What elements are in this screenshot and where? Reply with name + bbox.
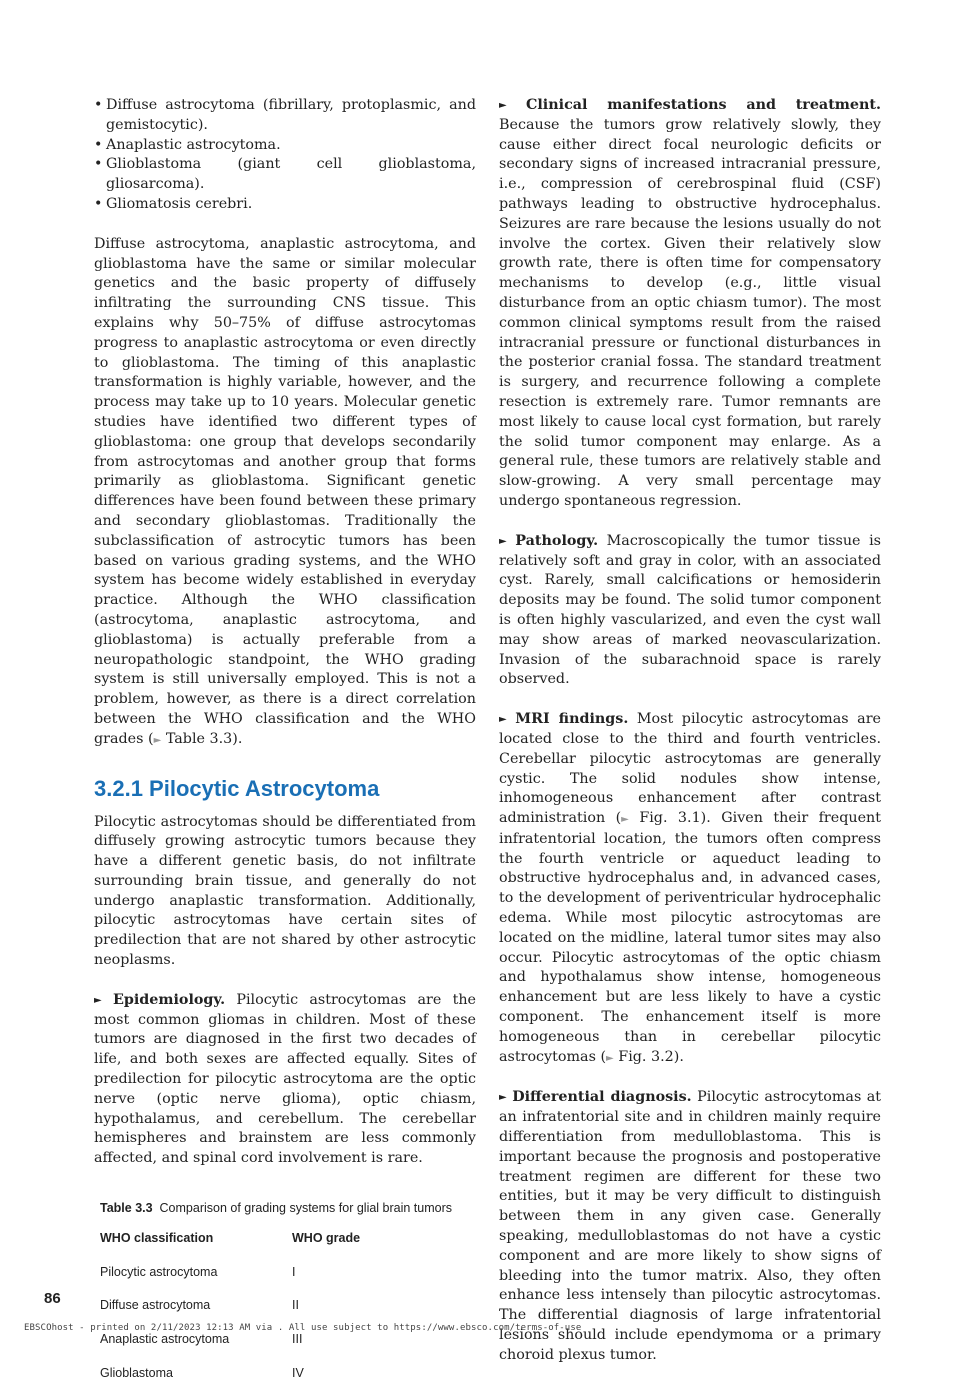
right-column [499, 96, 881, 1366]
intro-paragraph: Diffuse astrocytoma, anaplastic astrocytoma, and glioblastoma have the same or similar molecular genetics and the basic property of diffusely infiltrating the surrounding CNS tissue. This explains why 50–75% of diffuse astrocytomas progress to anaplastic astrocytoma or even directly to glioblastoma. The timing of this anaplastic transformation is highly variable, however, and the process may take up to 10 years. Molecular genetic studies have identified two different types of glioblastoma: one group that develops secondarily from astrocytomas and another group that forms primarily as glioblastoma. Significant genetic differences have been found between these primary and secondary glioblastomas. Traditionally the subclassification of astrocytic tumors has been based on various grading systems, and the WHO system has become widely established in everyday practice. Although the WHO classification (astrocytoma, anaplastic astrocytoma, and glioblastoma) is actually preferable from a neuropathologic standpoint, the WHO grading system is still universally employed. This is not a problem, however, as there is a direct correlation between the WHO classification and the WHO grades (► Table 3.3). [94, 235, 476, 747]
table-cell: Anaplastic astrocytoma [100, 1332, 230, 1347]
triangle-right-icon: ► [153, 734, 162, 746]
table-cell: Glioblastoma [100, 1366, 173, 1381]
table-cell: IV [292, 1366, 304, 1381]
triangle-right-icon: ► [499, 1092, 507, 1104]
table-cell: I [292, 1264, 296, 1279]
left-column [94, 96, 476, 1392]
triangle-right-icon: ► [94, 994, 102, 1006]
list-item: • Diffuse astrocytoma (fibrillary, protoplasmic, and gemistocytic). [94, 96, 476, 136]
table-caption: Table 3.3 Comparison of grading systems for glial brain tumors [100, 1201, 453, 1216]
triangle-right-icon: ► [499, 714, 507, 726]
figure-reference-link[interactable]: ► Fig. 3.2 [606, 1048, 674, 1065]
table-row [94, 1358, 470, 1392]
column-header: WHO classification [100, 1230, 214, 1245]
clinical-paragraph: ► Clinical manifestations and treatment. Because the tumors grow relatively slowly, they cause either direct focal neurologic deficits or secondary signs of increased intracranial pressure, i.e., compression of cerebrospinal fluid (CSF) pathways leading to obstructive hydrocephalus. Seizures are rare because the lesions usually do not involve the cortex. Given their relatively slow growth rate, there is often time for compensatory mechanisms to develop (e.g., little visual disturbance from an optic chiasm tumor). The most common clinical symptoms result from the raised intracranial pressure or functional disturbances in the posterior cranial fossa. The standard treatment is surgery, and recurrence following a complete resection is extremely rare. Tumor remnants are most likely to cause local cyst formation, but rarely the solid tumor component may enlarge. As a general rule, these tumors are relatively stable and slow-growing. A very small percentage may undergo spontaneous regression. [499, 97, 881, 509]
triangle-right-icon: ► [621, 814, 629, 826]
mri-paragraph: ► MRI findings. Most pilocytic astrocytomas are located close to the third and fourth ventricles. Cerebellar pilocytic astrocytomas are generally cystic. The solid nodules show intense, inhomogeneous enhancement after contrast administration (► Fig. 3.1). Given their frequent infratentorial location, the tumors often compress the fourth ventricle or aqueduct leading to obstructive hydrocephalus and, in advanced cases, to the development of periventricular hydrocephalic edema. While most pilocytic astrocytomas are located on the midline, lateral tumor sites may also occur. Pilocytic astrocytomas of the optic chiasm and hypothalamus show intense, homogeneous enhancement but are less likely to have a cystic component. The enhancement itself is more homogeneous than in cerebellar pilocytic astrocytomas (► Fig. 3.2). [499, 711, 881, 1065]
triangle-right-icon: ► [499, 535, 507, 547]
astrocytoma-type-list [94, 96, 476, 215]
page-number: 86 [44, 1290, 61, 1307]
grading-table [94, 1225, 470, 1392]
column-header: WHO grade [292, 1230, 361, 1245]
list-item: • Gliomatosis cerebri. [94, 195, 476, 215]
epidemiology-paragraph: ► Epidemiology. Pilocytic astrocytomas are the most common gliomas in children. Most of these tumors are diagnosed in the first two decades of life, and both sexes are affected equally. Sites of predilection for pilocytic astrocytoma are the optic nerve (optic nerve glioma), optic chiasm, hypothalamus, and cerebellum. The cerebellar hemispheres and brainstem are less commonly affected, and spinal cord involvement is rare. [94, 991, 476, 1167]
pathology-paragraph: ► Pathology. Macroscopically the tumor tissue is relatively soft and gray in color, with an associated cyst. Rarely, small calcifications or hemosiderin deposits may be found. The solid tumor component is often highly vascularized, and even the cyst wall may show areas of marked neovascularization. Invasion of the subarachnoid space is rarely observed. [499, 532, 882, 688]
table-row [94, 1290, 470, 1324]
footer-note: EBSCOhost - printed on 2/11/2023 12:13 AM via . All use subject to https://www.ebsco.com/terms-of-use [24, 1323, 582, 1333]
pilocytic-intro-paragraph: Pilocytic astrocytomas should be differentiated from diffusely growing astrocytic tumors because they have a different genetic basis, do not infiltrate surrounding brain tissue, and generally do not undergo anaplastic transformation. Additionally, pilocytic astrocytomas have certain sites of predilection that are not shared by other astrocytic neoplasms. [94, 813, 476, 969]
table-header-row [94, 1225, 470, 1257]
triangle-right-icon: ► [606, 1052, 614, 1064]
table-cell: II [292, 1298, 299, 1313]
table-cell: Diffuse astrocytoma [100, 1298, 211, 1313]
differential-diagnosis-paragraph: ► Differential diagnosis. Pilocytic astrocytomas at an infratentorial site and in children mainly require differentiation from medulloblastoma. This is important because the prognosis and postoperative treatment regimen are different for these two entities, but it may be very difficult to distinguish between them in any given case. Generally speaking, medulloblastomas do not have a cystic component and are more likely to show signs of bleeding into the tumor matrix. Also, they often enhance less intensely than pilocytic astrocytomas. The differential diagnosis of large infratentorial lesions should include ependymoma or a primary choroid plexus tumor. [499, 1089, 882, 1363]
triangle-right-icon: ► [499, 100, 507, 111]
table-cell: Pilocytic astrocytoma [100, 1264, 218, 1279]
section-heading: 3.2.1 Pilocytic Astrocytoma [94, 775, 380, 801]
table-cell: III [292, 1332, 303, 1347]
list-item: • Anaplastic astrocytoma. [94, 136, 476, 156]
table-row [94, 1257, 470, 1291]
list-item: • Glioblastoma (giant cell glioblastoma, gliosarcoma). [94, 155, 476, 195]
figure-reference-link[interactable]: ► Fig. 3.1 [621, 810, 701, 827]
table-reference-link[interactable]: ► Table 3.3 [153, 730, 233, 747]
